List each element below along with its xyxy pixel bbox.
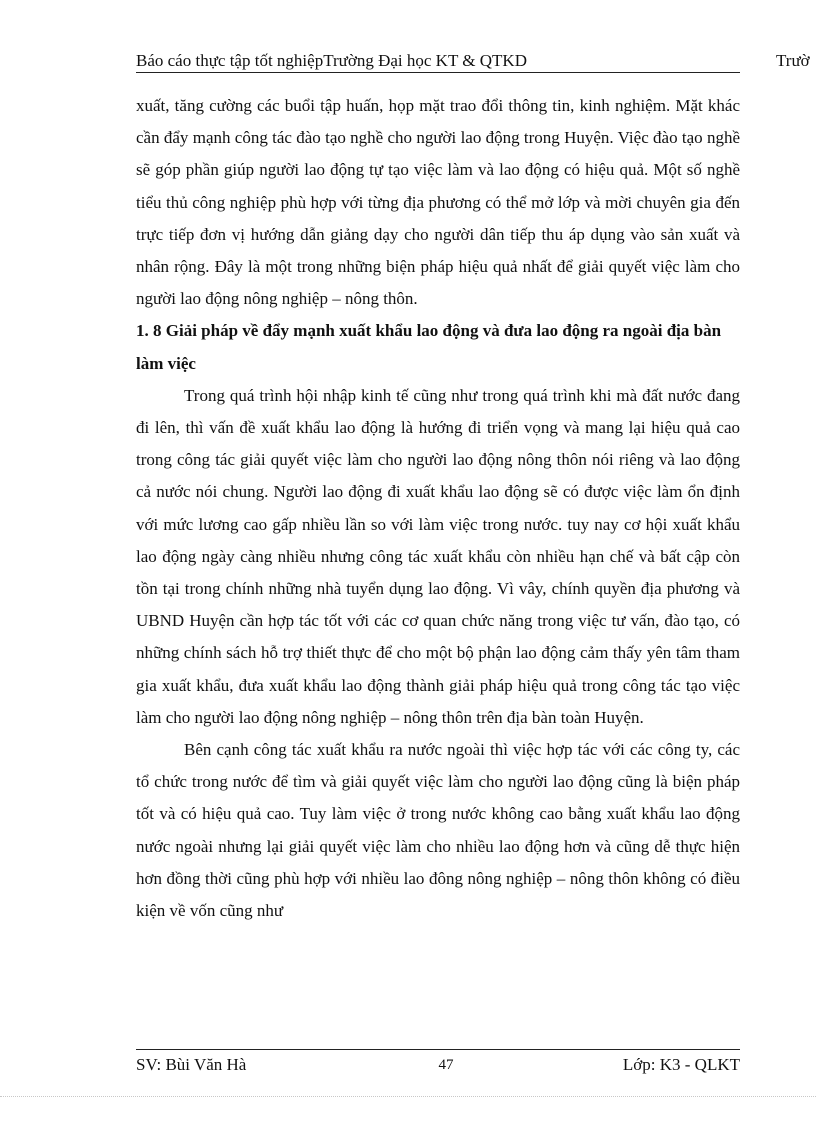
footer-class: Lớp: K3 - QLKT	[622, 1055, 740, 1074]
page-header	[136, 50, 740, 73]
page-number: 47	[438, 1057, 454, 1073]
paragraph-1: xuất, tăng cường các buổi tập huấn, họp mặt trao đổi thông tin, kinh nghiệm. Mặt khác cần đẩy mạnh công tác đào tạo nghề cho người lao động trong Huyện. Việc đào tạo nghề sẽ góp phần giúp người lao động tự tạo việc làm và lao động có hiệu quả. Một số nghề tiểu thủ công nghiệp phù hợp với từng địa phương có thể mở lớp và mời chuyên gia đến trực tiếp đơn vị hướng dẫn giảng dạy cho người dân tiếp thu áp dụng vào sản xuất và nhân rộng. Đây là một trong những biện pháp hiệu quả nhất để giải quyết việc làm cho người lao động nông nghiệp – nông thôn.	[136, 96, 740, 309]
footer-student-name: SV: Bùi Văn Hà	[136, 1055, 247, 1074]
document-body	[136, 90, 740, 927]
section-heading: 1. 8 Giải pháp về đẩy mạnh xuất khẩu lao động và đưa lao động ra ngoài địa bàn làm việc	[136, 321, 722, 373]
paragraph-3: Bên cạnh công tác xuất khẩu ra nước ngoài thì việc hợp tác với các công ty, các tổ chức trong nước để tìm và giải quyết việc làm cho người lao động cũng là biện pháp tốt và có hiệu quả cao. Tuy làm việc ở trong nước không cao bằng xuất khẩu lao động nước ngoài nhưng lại giải quyết việc làm cho nhiều lao động hơn và cũng dễ thực hiện hơn đồng thời cũng phù hợp với nhiều lao đông nông nghiệp – nông thôn không có điều kiện về vốn cũng như	[136, 740, 740, 921]
header-overflow-text: Trườ	[776, 51, 810, 70]
header-title: Báo cáo thực tập tốt nghiệpTrường Đại học KT & QTKD	[136, 51, 527, 70]
page-edge-divider	[0, 1096, 816, 1097]
page-footer	[136, 1054, 740, 1076]
paragraph-2: Trong quá trình hội nhập kinh tế cũng như trong quá trình khi mà đất nước đang đi lên, thì vấn đề xuất khẩu lao động là hướng đi triển vọng và mang lại hiệu quả cao trong công tác giải quyết việc làm cho người lao động nông thôn nói riêng và lao động cả nước nói chung. Người lao động đi xuất khẩu lao động sẽ có được việc làm ổn định với mức lương cao gấp nhiều lần so với làm việc trong nước. tuy nay cơ hội xuất khẩu lao động ngày càng nhiều nhưng công tác xuất khẩu còn nhiều hạn chế và bất cập còn tồn tại trong chính những nhà tuyển dụng lao động. Vì vây, chính quyền địa phương và UBND Huyện cần hợp tác tốt với các cơ quan chức năng trong việc tư vấn, đào tạo, có những chính sách hỗ trợ thiết thực để cho một bộ phận lao động cảm thấy yên tâm tham gia xuất khẩu, đưa xuất khẩu lao động thành giải pháp hiệu quả trong công tác tạo việc làm cho người lao động nông nghiệp – nông thôn trên địa bàn toàn Huyện.	[136, 385, 740, 727]
footer-divider	[136, 1049, 740, 1050]
